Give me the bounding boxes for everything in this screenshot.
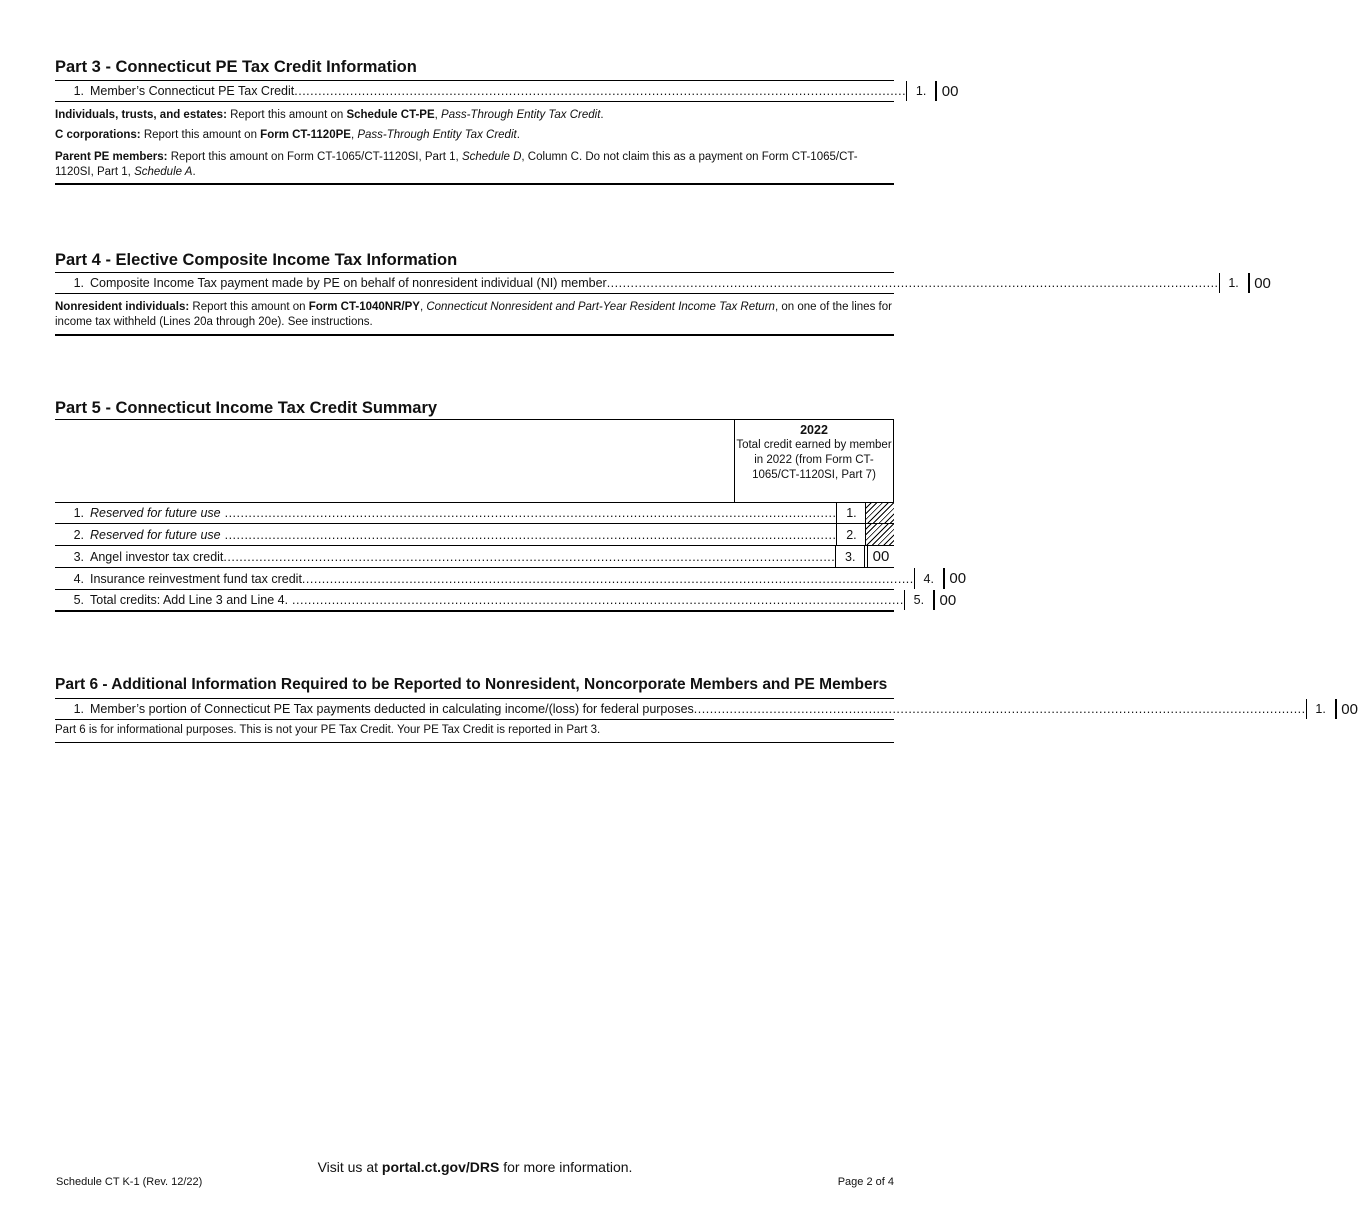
line-description — [55, 503, 836, 523]
line-box-number: 1. — [1219, 273, 1249, 293]
amount-field[interactable] — [934, 590, 961, 610]
part3-note-parent-pe: Parent PE members: Report this amount on Form CT-1065/CT-1120SI, Part 1, Schedule D, Column C. Do not claim this as a payment on Form CT-1065/CT-1120SI, Part 1, Schedule A. — [55, 151, 858, 178]
line-text: Composite Income Tax payment made by PE on behalf of nonresident individual (NI) member — [90, 276, 607, 290]
line-box-number: 3. — [835, 546, 865, 567]
line-number: 5. — [73, 593, 84, 607]
line-description — [55, 568, 914, 589]
footer-page-number: Page 2 of 4 — [837, 1176, 894, 1188]
line-text: Angel investor tax credit — [90, 549, 224, 564]
cents-field: 00 — [944, 568, 971, 589]
line-text: Reserved for future use — [90, 506, 221, 520]
line-number: 4. — [73, 571, 84, 586]
dot-leader: .......................................................................................................................................................... — [220, 527, 837, 542]
part5-top-rule — [55, 419, 734, 420]
hatched-field — [866, 503, 894, 523]
part5-line4-row — [55, 568, 967, 590]
line-number: 1. — [73, 84, 84, 98]
footer-visit-text: Visit us at portal.ct.gov/DRS for more information. — [317, 1159, 633, 1175]
part5-line5-row — [55, 590, 957, 612]
line-description — [55, 699, 1306, 719]
part5-line2-row — [55, 524, 894, 546]
line-box-number: 4. — [914, 568, 944, 589]
footer-portal-link[interactable]: portal.ct.gov/DRS — [381, 1159, 500, 1175]
amount-field[interactable] — [944, 568, 971, 589]
line-text: Reserved for future use — [90, 527, 221, 542]
line-box-number: 5. — [904, 590, 934, 610]
line-text: Total credits: Add Line 3 and Line 4. — [90, 593, 289, 607]
line-text: Member’s Connecticut PE Tax Credit — [90, 84, 295, 98]
amount-field[interactable] — [865, 546, 894, 567]
line-box-number: 1. — [1306, 699, 1336, 719]
dot-leader: .......................................................................................................................................................... — [693, 702, 1306, 716]
part6-title: Part 6 - Additional Information Required to be Reported to Nonresident, Noncorporate Members and PE Members — [55, 676, 888, 693]
dot-leader: .......................................................................................................................................................... — [301, 571, 914, 586]
part3-note-ccorp: C corporations: Report this amount on Form CT-1120PE, Pass-Through Entity Tax Credit. — [55, 129, 520, 141]
part5-column-header — [734, 419, 894, 502]
line-number: 1. — [73, 276, 84, 290]
part3-bottom-rule — [55, 183, 894, 185]
part3-note-individuals: Individuals, trusts, and estates: Report this amount on Schedule CT-PE, Pass-Through Entity Tax Credit. — [55, 109, 604, 121]
part5-line3-row — [55, 546, 894, 568]
column-description: Total credit earned by member in 2022 (from Form CT-1065/CT-1120SI, Part 7) — [736, 439, 892, 481]
dot-leader: .......................................................................................................................................................... — [223, 549, 836, 564]
part6-line1-row — [55, 698, 1358, 720]
dot-leader: .......................................................................................................................................................... — [294, 84, 907, 98]
line-text: Insurance reinvestment fund tax credit — [90, 571, 302, 586]
column-year: 2022 — [800, 423, 828, 437]
part4-bottom-rule — [55, 334, 894, 336]
part3-line1-row — [55, 80, 959, 102]
line-text: Member’s portion of Connecticut PE Tax payments deducted in calculating income/(loss) for federal purposes — [90, 702, 694, 716]
amount-field[interactable] — [1336, 699, 1363, 719]
cents-field: 00 — [867, 546, 894, 567]
amount-field[interactable] — [936, 81, 963, 101]
line-number: 1. — [73, 702, 84, 716]
part6-bottom-rule — [55, 742, 894, 743]
line-description — [55, 524, 836, 545]
cents-field: 00 — [936, 81, 963, 101]
line-description — [55, 590, 904, 610]
line-number: 3. — [73, 549, 84, 564]
dot-leader: .......................................................................................................................................................... — [606, 276, 1219, 290]
cents-field: 00 — [934, 590, 961, 610]
part5-line1-row — [55, 502, 894, 524]
part4-line1-row — [55, 272, 1271, 294]
dot-leader: .......................................................................................................................................................... — [288, 593, 904, 607]
part4-note-nonresident: Nonresident individuals: Report this amount on Form CT-1040NR/PY, Connecticut Nonresident and Part-Year Resident Income Tax Return, on one of the lines for income tax withheld (Lines 20a through 20e). See instructions. — [55, 301, 892, 328]
part5-title: Part 5 - Connecticut Income Tax Credit Summary — [55, 399, 438, 417]
hatched-field — [866, 524, 894, 545]
part3-title: Part 3 - Connecticut PE Tax Credit Information — [55, 58, 417, 76]
line-description — [55, 273, 1219, 293]
line-description — [55, 546, 835, 567]
line-box-number: 1. — [906, 81, 936, 101]
line-description — [55, 81, 906, 101]
line-number: 1. — [73, 506, 84, 520]
line-box-number: 1. — [836, 503, 866, 523]
cents-field: 00 — [1336, 699, 1363, 719]
line-box-number: 2. — [836, 524, 866, 545]
cents-field: 00 — [1249, 273, 1276, 293]
line-number: 2. — [73, 527, 84, 542]
part4-title: Part 4 - Elective Composite Income Tax Information — [55, 251, 458, 269]
dot-leader: .......................................................................................................................................................... — [220, 506, 837, 520]
part6-note: Part 6 is for informational purposes. This is not your PE Tax Credit. Your PE Tax Credit is reported in Part 3. — [55, 724, 601, 736]
amount-field[interactable] — [1249, 273, 1276, 293]
footer-form-id: Schedule CT K-1 (Rev. 12/22) — [56, 1176, 203, 1188]
